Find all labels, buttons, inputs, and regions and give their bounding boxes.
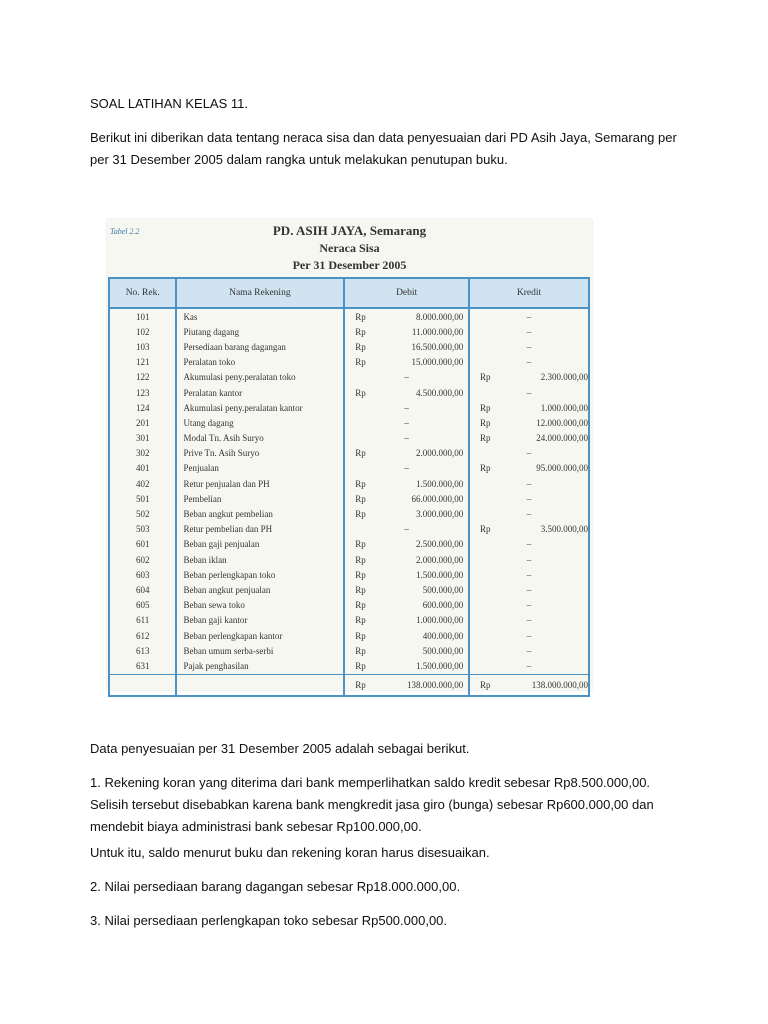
debit-cell-currency: Rp — [355, 569, 366, 580]
account-name: Beban gaji kantor — [176, 613, 344, 628]
heading: SOAL LATIHAN KELAS 11. — [90, 96, 248, 111]
total-credit-cell-value: 138.000.000,00 — [531, 679, 588, 690]
debit-cell — [344, 308, 469, 324]
adjustment-item-1: 1. Rekening koran yang diterima dari bank memperlihatkan saldo kredit sebesar Rp8.500.000,00. Selisih tersebut disebabkan karena bank mengkredit jasa giro (bunga) sebesar Rp600.000,00 dan mendebit biaya administrasi bank sebesar Rp100.000,00. — [90, 775, 654, 834]
table-row — [109, 476, 589, 491]
debit-cell-value: 400.000,00 — [422, 630, 464, 641]
debit-cell-value: 15.000.000,00 — [411, 357, 464, 368]
account-name: Pajak penghasilan — [176, 658, 344, 674]
table-row — [109, 522, 589, 537]
debit-cell — [344, 491, 469, 506]
debit-cell-currency: Rp — [355, 493, 366, 504]
account-number: 201 — [109, 415, 176, 430]
credit-cell-value: 3.500.000,00 — [540, 524, 588, 535]
table-row — [109, 582, 589, 597]
credit-cell-currency: Rp — [479, 402, 491, 413]
table-row — [109, 446, 589, 461]
credit-cell — [469, 613, 589, 628]
trial-balance-image — [107, 219, 592, 690]
account-number: 503 — [109, 522, 176, 537]
credit-cell-value: – — [526, 554, 532, 565]
debit-cell — [344, 522, 469, 537]
debit-cell — [344, 537, 469, 552]
table-row — [109, 658, 589, 674]
credit-cell — [469, 355, 589, 370]
account-name: Beban iklan — [176, 552, 344, 567]
debit-cell — [344, 415, 469, 430]
debit-cell-currency: Rp — [355, 509, 366, 520]
debit-cell-currency: Rp — [355, 645, 366, 656]
credit-cell-value: – — [526, 630, 532, 641]
table-row — [109, 506, 589, 521]
table-row — [109, 308, 589, 324]
debit-cell-value: – — [404, 417, 409, 428]
debit-cell-currency: Rp — [355, 630, 366, 641]
table-row — [109, 552, 589, 567]
credit-cell-value: 24.000.000,00 — [536, 433, 588, 444]
credit-cell — [469, 431, 589, 446]
debit-cell — [344, 446, 469, 461]
credit-cell — [469, 567, 589, 582]
debit-cell-value: 8.000.000,00 — [416, 311, 464, 322]
credit-cell — [469, 628, 589, 643]
debit-cell — [344, 339, 469, 354]
debit-cell — [344, 461, 469, 476]
table-row — [109, 385, 589, 400]
adjustment-item-2: 2. Nilai persediaan barang dagangan sebesar Rp18.000.000,00. — [90, 879, 461, 894]
account-number: 121 — [109, 355, 176, 370]
debit-cell-currency: Rp — [355, 326, 366, 337]
debit-cell — [344, 385, 469, 400]
credit-cell-value: – — [526, 387, 532, 398]
credit-cell — [469, 598, 589, 613]
debit-cell-value: 2.000.000,00 — [416, 448, 464, 459]
col-header-debit: Debit — [344, 278, 469, 308]
credit-cell-value: – — [526, 357, 532, 368]
debit-cell-currency: Rp — [355, 478, 366, 489]
adjustment-item-1-note: Untuk itu, saldo menurut buku dan rekening koran harus disesuaikan. — [90, 845, 490, 860]
table-row — [109, 400, 589, 415]
debit-cell-currency: Rp — [355, 448, 366, 459]
account-number: 101 — [109, 308, 176, 324]
table-row — [109, 431, 589, 446]
credit-cell-value: 95.000.000,00 — [536, 463, 588, 474]
trial-balance-table — [108, 277, 590, 697]
credit-cell-value: – — [526, 584, 532, 595]
debit-cell-value: – — [404, 524, 409, 535]
debit-cell-value: 2.000.000,00 — [416, 554, 464, 565]
account-number: 611 — [109, 613, 176, 628]
credit-cell-value: 2.300.000,00 — [540, 372, 588, 383]
table-row — [109, 370, 589, 385]
debit-cell-value: 500.000,00 — [422, 645, 464, 656]
account-name: Beban gaji penjualan — [176, 537, 344, 552]
table-tag: Tabel 2.2 — [110, 227, 140, 236]
credit-cell-value: – — [526, 645, 532, 656]
account-name: Piutang dagang — [176, 324, 344, 339]
account-name: Utang dagang — [176, 415, 344, 430]
debit-cell-value: 66.000.000,00 — [411, 493, 464, 504]
account-name: Beban umum serba-serbi — [176, 643, 344, 658]
debit-cell-currency: Rp — [355, 539, 366, 550]
col-header-no: No. Rek. — [109, 278, 176, 308]
account-name: Prive Tn. Asih Suryo — [176, 446, 344, 461]
credit-cell-value: – — [526, 509, 532, 520]
table-row — [109, 491, 589, 506]
table-row — [109, 643, 589, 658]
debit-cell — [344, 628, 469, 643]
account-number: 613 — [109, 643, 176, 658]
credit-cell-currency: Rp — [479, 433, 491, 444]
credit-cell — [469, 552, 589, 567]
debit-cell — [344, 324, 469, 339]
account-number: 102 — [109, 324, 176, 339]
debit-cell-currency: Rp — [355, 660, 366, 671]
credit-cell — [469, 324, 589, 339]
total-credit-cell-currency: Rp — [479, 679, 491, 690]
account-name: Modal Tn. Asih Suryo — [176, 431, 344, 446]
table-row — [109, 613, 589, 628]
total-blank-2 — [176, 674, 344, 696]
account-number: 123 — [109, 385, 176, 400]
credit-cell — [469, 537, 589, 552]
debit-cell — [344, 643, 469, 658]
account-number: 301 — [109, 431, 176, 446]
credit-cell — [469, 370, 589, 385]
debit-cell-value: 11.000.000,00 — [411, 326, 464, 337]
debit-cell-value: – — [404, 372, 409, 383]
credit-cell — [469, 400, 589, 415]
credit-cell-value: – — [526, 478, 532, 489]
credit-cell-currency: Rp — [479, 463, 491, 474]
account-name: Beban perlengkapan kantor — [176, 628, 344, 643]
debit-cell — [344, 355, 469, 370]
debit-cell-value: – — [404, 433, 409, 444]
credit-cell — [469, 415, 589, 430]
credit-cell-value: – — [526, 341, 532, 352]
debit-cell — [344, 552, 469, 567]
debit-cell-value: 1.500.000,00 — [416, 478, 464, 489]
account-name: Akumulasi peny.peralatan toko — [176, 370, 344, 385]
debit-cell — [344, 613, 469, 628]
credit-cell — [469, 446, 589, 461]
total-debit-cell-currency: Rp — [355, 679, 366, 690]
account-number: 601 — [109, 537, 176, 552]
table-row — [109, 324, 589, 339]
total-debit-cell — [344, 674, 469, 696]
account-name: Pembelian — [176, 491, 344, 506]
table-row — [109, 339, 589, 354]
account-number: 602 — [109, 552, 176, 567]
debit-cell — [344, 598, 469, 613]
table-title: Neraca Sisa — [319, 241, 380, 255]
debit-cell-value: 4.500.000,00 — [416, 387, 464, 398]
debit-cell — [344, 400, 469, 415]
debit-cell-value: – — [404, 463, 409, 474]
credit-cell-value: 1.000.000,00 — [540, 402, 588, 413]
account-number: 604 — [109, 582, 176, 597]
credit-cell — [469, 308, 589, 324]
credit-cell-currency: Rp — [479, 372, 491, 383]
account-name: Persediaan barang dagangan — [176, 339, 344, 354]
account-number: 122 — [109, 370, 176, 385]
credit-cell — [469, 643, 589, 658]
debit-cell — [344, 582, 469, 597]
debit-cell — [344, 431, 469, 446]
adjustment-intro: Data penyesuaian per 31 Desember 2005 adalah sebagai berikut. — [90, 741, 470, 756]
debit-cell — [344, 506, 469, 521]
account-name: Beban angkut penjualan — [176, 582, 344, 597]
debit-cell-value: 600.000,00 — [422, 600, 464, 611]
account-name: Akumulasi peny.peralatan kantor — [176, 400, 344, 415]
debit-cell — [344, 658, 469, 674]
account-number: 302 — [109, 446, 176, 461]
debit-cell-currency: Rp — [355, 387, 366, 398]
credit-cell-currency: Rp — [479, 417, 491, 428]
credit-cell — [469, 491, 589, 506]
debit-cell-value: – — [404, 402, 409, 413]
total-row — [109, 674, 589, 696]
account-name: Retur penjualan dan PH — [176, 476, 344, 491]
table-row — [109, 567, 589, 582]
account-number: 502 — [109, 506, 176, 521]
debit-cell-currency: Rp — [355, 600, 366, 611]
credit-cell-value: – — [526, 493, 532, 504]
credit-cell-value: – — [526, 615, 532, 626]
account-number: 402 — [109, 476, 176, 491]
credit-cell-value: – — [526, 448, 532, 459]
col-header-credit: Kredit — [469, 278, 589, 308]
debit-cell-value: 2.500.000,00 — [416, 539, 464, 550]
account-number: 631 — [109, 658, 176, 674]
debit-cell — [344, 370, 469, 385]
adjustment-item-3: 3. Nilai persediaan perlengkapan toko sebesar Rp500.000,00. — [90, 913, 448, 928]
account-number: 103 — [109, 339, 176, 354]
table-row — [109, 537, 589, 552]
credit-cell-currency: Rp — [479, 524, 491, 535]
debit-cell-currency: Rp — [355, 341, 366, 352]
account-name: Beban angkut pembelian — [176, 506, 344, 521]
debit-cell-currency: Rp — [355, 311, 366, 322]
credit-cell — [469, 476, 589, 491]
table-row — [109, 461, 589, 476]
debit-cell-value: 3.000.000,00 — [416, 509, 464, 520]
account-number: 605 — [109, 598, 176, 613]
credit-cell-value: – — [526, 660, 532, 671]
debit-cell-value: 1.500.000,00 — [416, 569, 464, 580]
account-name: Penjualan — [176, 461, 344, 476]
account-name: Beban perlengkapan toko — [176, 567, 344, 582]
account-number: 501 — [109, 491, 176, 506]
col-header-name: Nama Rekening — [176, 278, 344, 308]
table-date: Per 31 Desember 2005 — [292, 258, 407, 272]
account-name: Peralatan kantor — [176, 385, 344, 400]
debit-cell — [344, 567, 469, 582]
credit-cell — [469, 461, 589, 476]
account-number: 124 — [109, 400, 176, 415]
table-row — [109, 355, 589, 370]
credit-cell — [469, 522, 589, 537]
credit-cell-value: 12.000.000,00 — [536, 417, 588, 428]
account-name: Beban sewa toko — [176, 598, 344, 613]
credit-cell-value: – — [526, 569, 532, 580]
credit-cell-value: – — [526, 600, 532, 611]
credit-cell-value: – — [526, 539, 532, 550]
credit-cell — [469, 339, 589, 354]
intro-paragraph: Berikut ini diberikan data tentang neraca sisa dan data penyesuaian dari PD Asih Jaya, Semarang per per 31 Desember 2005 dalam rangka untuk melakukan penutupan buku. — [90, 130, 677, 167]
account-number: 612 — [109, 628, 176, 643]
account-name: Kas — [176, 308, 344, 324]
credit-cell-value: – — [526, 326, 532, 337]
debit-cell-currency: Rp — [355, 357, 366, 368]
account-number: 401 — [109, 461, 176, 476]
debit-cell-value: 1.000.000,00 — [416, 615, 464, 626]
account-name: Retur pembelian dan PH — [176, 522, 344, 537]
credit-cell — [469, 506, 589, 521]
credit-cell-value: – — [526, 311, 532, 322]
debit-cell-value: 1.500.000,00 — [416, 660, 464, 671]
debit-cell-currency: Rp — [355, 615, 366, 626]
credit-cell — [469, 658, 589, 674]
debit-cell-value: 16.500.000,00 — [411, 341, 464, 352]
table-row — [109, 628, 589, 643]
account-number: 603 — [109, 567, 176, 582]
total-debit-cell-value: 138.000.000,00 — [407, 679, 464, 690]
credit-cell — [469, 385, 589, 400]
credit-cell — [469, 582, 589, 597]
total-blank-1 — [109, 674, 176, 696]
debit-cell-value: 500.000,00 — [422, 584, 464, 595]
debit-cell-currency: Rp — [355, 554, 366, 565]
table-row — [109, 598, 589, 613]
account-name: Peralatan toko — [176, 355, 344, 370]
company-name: PD. ASIH JAYA, Semarang — [272, 223, 427, 238]
total-credit-cell — [469, 674, 589, 696]
debit-cell-currency: Rp — [355, 584, 366, 595]
table-row — [109, 415, 589, 430]
debit-cell — [344, 476, 469, 491]
